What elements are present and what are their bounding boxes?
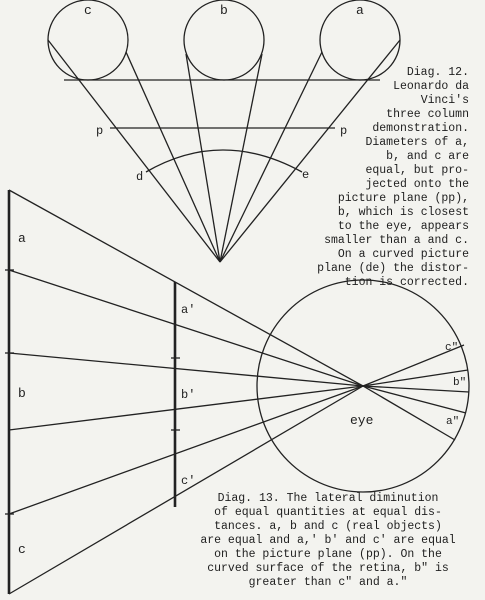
caption-diagram-13 — [183, 492, 473, 590]
label-a: a — [356, 3, 364, 18]
label-p-left: p — [96, 124, 104, 138]
caption-diagram-12 — [294, 66, 469, 290]
caption-13-line: of equal quantities at equal dis- — [214, 506, 442, 519]
caption-12-line: Leonardo da — [393, 80, 469, 93]
ray-3 — [9, 353, 363, 386]
ray-b-left — [186, 54, 220, 262]
caption-12-line: On a curved picture — [337, 248, 469, 261]
label-retina-b: b" — [453, 377, 467, 389]
label-d: d — [136, 170, 144, 184]
caption-13-line: curved surface of the retina, b" is — [207, 562, 449, 575]
ray-b-right — [220, 54, 262, 262]
caption-12-line: Diag. 12. — [406, 66, 469, 79]
caption-12-line: tion is corrected. — [344, 276, 469, 289]
caption-12-line: equal, but pro- — [365, 164, 469, 177]
caption-13-line: greater than c" and a." — [248, 576, 408, 589]
caption-12-line: to the eye, appears — [337, 220, 469, 233]
label-plane-a: a' — [181, 303, 196, 317]
caption-12-line: b, which is closest — [337, 206, 469, 219]
caption-13-line: on the picture plane (pp). On the — [214, 548, 442, 561]
label-p-right: p — [340, 124, 348, 138]
label-object-a: a — [18, 231, 26, 246]
label-retina-c: c" — [445, 342, 459, 354]
caption-13-line: tances. a, b and c (real objects) — [214, 520, 442, 533]
label-c: c — [84, 3, 92, 18]
caption-12-line: b, and c are — [386, 150, 469, 163]
label-eye: eye — [350, 413, 374, 428]
caption-12-line: smaller than a and c. — [324, 234, 469, 247]
caption-12-line: jected onto the — [365, 178, 469, 191]
retina-ray-5 — [363, 386, 455, 440]
label-plane-b: b' — [181, 388, 196, 402]
label-retina-a: a" — [446, 416, 460, 428]
caption-12-line: picture plane (pp), — [337, 192, 469, 205]
caption-12-line: plane (de) the distor- — [317, 262, 469, 275]
label-plane-c: c' — [181, 474, 196, 488]
caption-12-line: demonstration. — [372, 122, 469, 135]
label-b: b — [220, 3, 228, 18]
label-object-c: c — [18, 542, 26, 557]
caption-12-line: three column — [386, 108, 469, 121]
ray-c-inner — [126, 52, 220, 262]
caption-12-line: Diameters of a, — [365, 136, 469, 149]
curved-plane-de — [146, 150, 302, 172]
caption-12-line: Vinci's — [420, 94, 469, 107]
caption-13-line: Diag. 13. The lateral diminution — [217, 492, 439, 505]
label-e: e — [302, 168, 310, 182]
ray-c-outer — [48, 40, 220, 262]
label-object-b: b — [18, 386, 26, 401]
retina-ray-4 — [363, 386, 466, 413]
caption-13-line: are equal and a,' b' and c' are equal — [200, 534, 456, 547]
